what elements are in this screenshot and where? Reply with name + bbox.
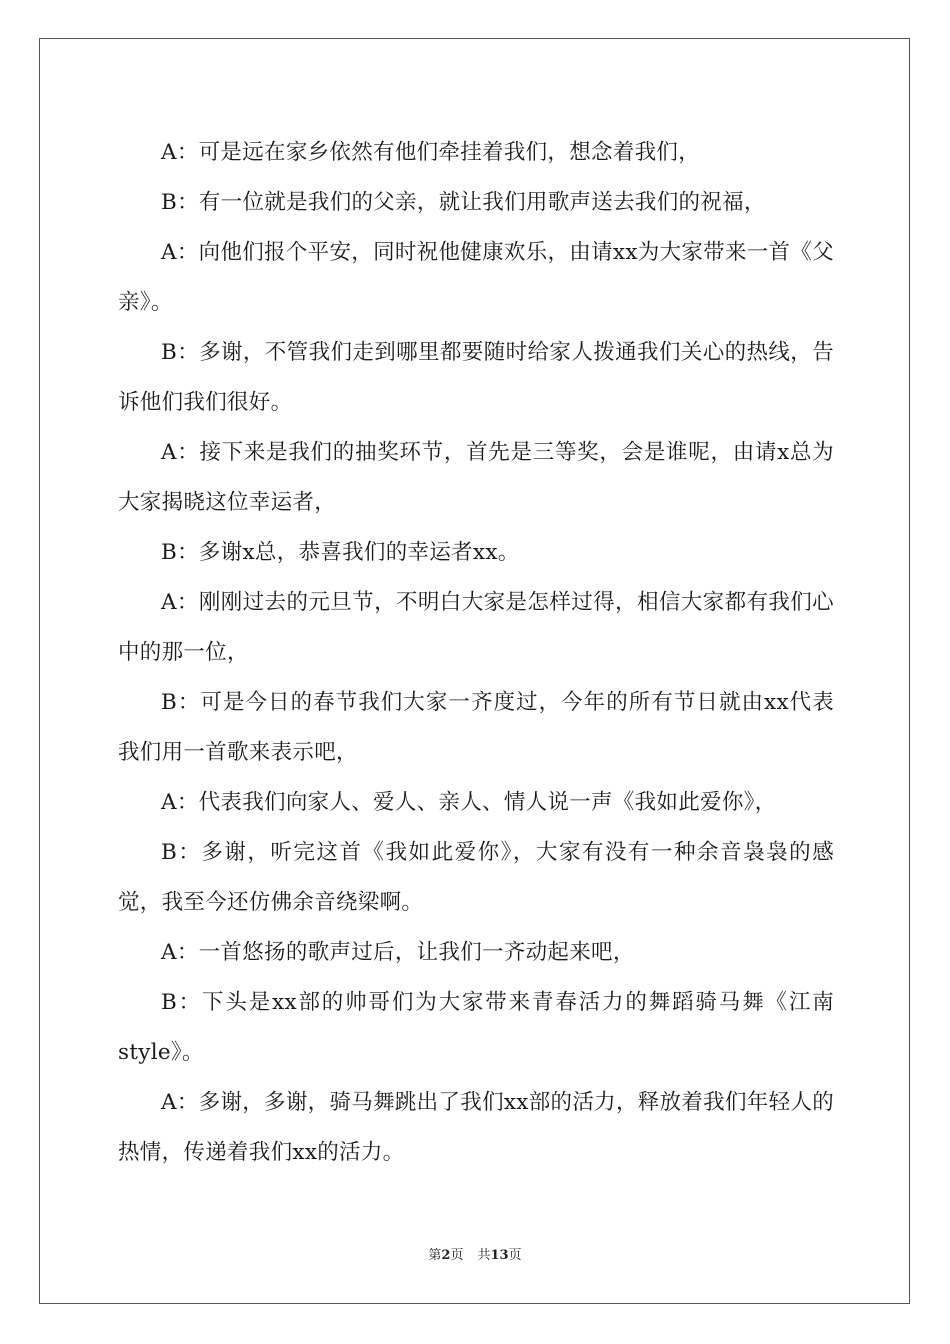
paragraph-4: B：多谢，不管我们走到哪里都要随时给家人拨通我们关心的热线，告诉他们我们很好。 [118, 340, 834, 415]
paragraph-9: A：代表我们向家人、爱人、亲人、情人说一声《我如此爱你》， [161, 790, 777, 815]
paragraph-3: A：向他们报个平安，同时祝他健康欢乐，由请xx为大家带来一首《父亲》。 [118, 240, 834, 315]
paragraph-13: A：多谢，多谢，骑马舞跳出了我们xx部的活力，释放着我们年轻人的热情，传递着我们xx的活力。 [118, 1090, 834, 1165]
total-prefix: 共 [477, 1248, 491, 1263]
page-total [477, 1248, 521, 1263]
paragraph-6: B：多谢x总，恭喜我们的幸运者xx。 [161, 540, 520, 565]
page-number [428, 1248, 463, 1263]
total-pages: 13 [490, 1248, 509, 1263]
total-suffix: 页 [508, 1248, 522, 1263]
paragraph-7: A：刚刚过去的元旦节，不明白大家是怎样过得，相信大家都有我们心中的那一位， [118, 590, 834, 665]
paragraph-2: B：有一位就是我们的父亲，就让我们用歌声送去我们的祝福， [161, 190, 766, 215]
page-footer [0, 1244, 950, 1263]
paragraph-10: B：多谢，听完这首《我如此爱你》，大家有没有一种余音袅袅的感觉，我至今还仿佛余音绕梁啊。 [118, 840, 834, 915]
current-page: 2 [441, 1248, 451, 1263]
page-prefix: 第 [428, 1248, 442, 1263]
page-suffix: 页 [450, 1248, 464, 1263]
paragraph-1: A：可是远在家乡依然有他们牵挂着我们，想念着我们， [161, 140, 701, 165]
document-body [118, 128, 834, 1178]
paragraph-12: B：下头是xx部的帅哥们为大家带来青春活力的舞蹈骑马舞《江南style》。 [118, 990, 834, 1065]
paragraph-11: A：一首悠扬的歌声过后，让我们一齐动起来吧， [161, 940, 635, 965]
paragraph-8: B：可是今日的春节我们大家一齐度过，今年的所有节日就由xx代表我们用一首歌来表示吧， [118, 690, 834, 765]
paragraph-5: A：接下来是我们的抽奖环节，首先是三等奖，会是谁呢，由请x总为大家揭晓这位幸运者， [118, 440, 834, 515]
